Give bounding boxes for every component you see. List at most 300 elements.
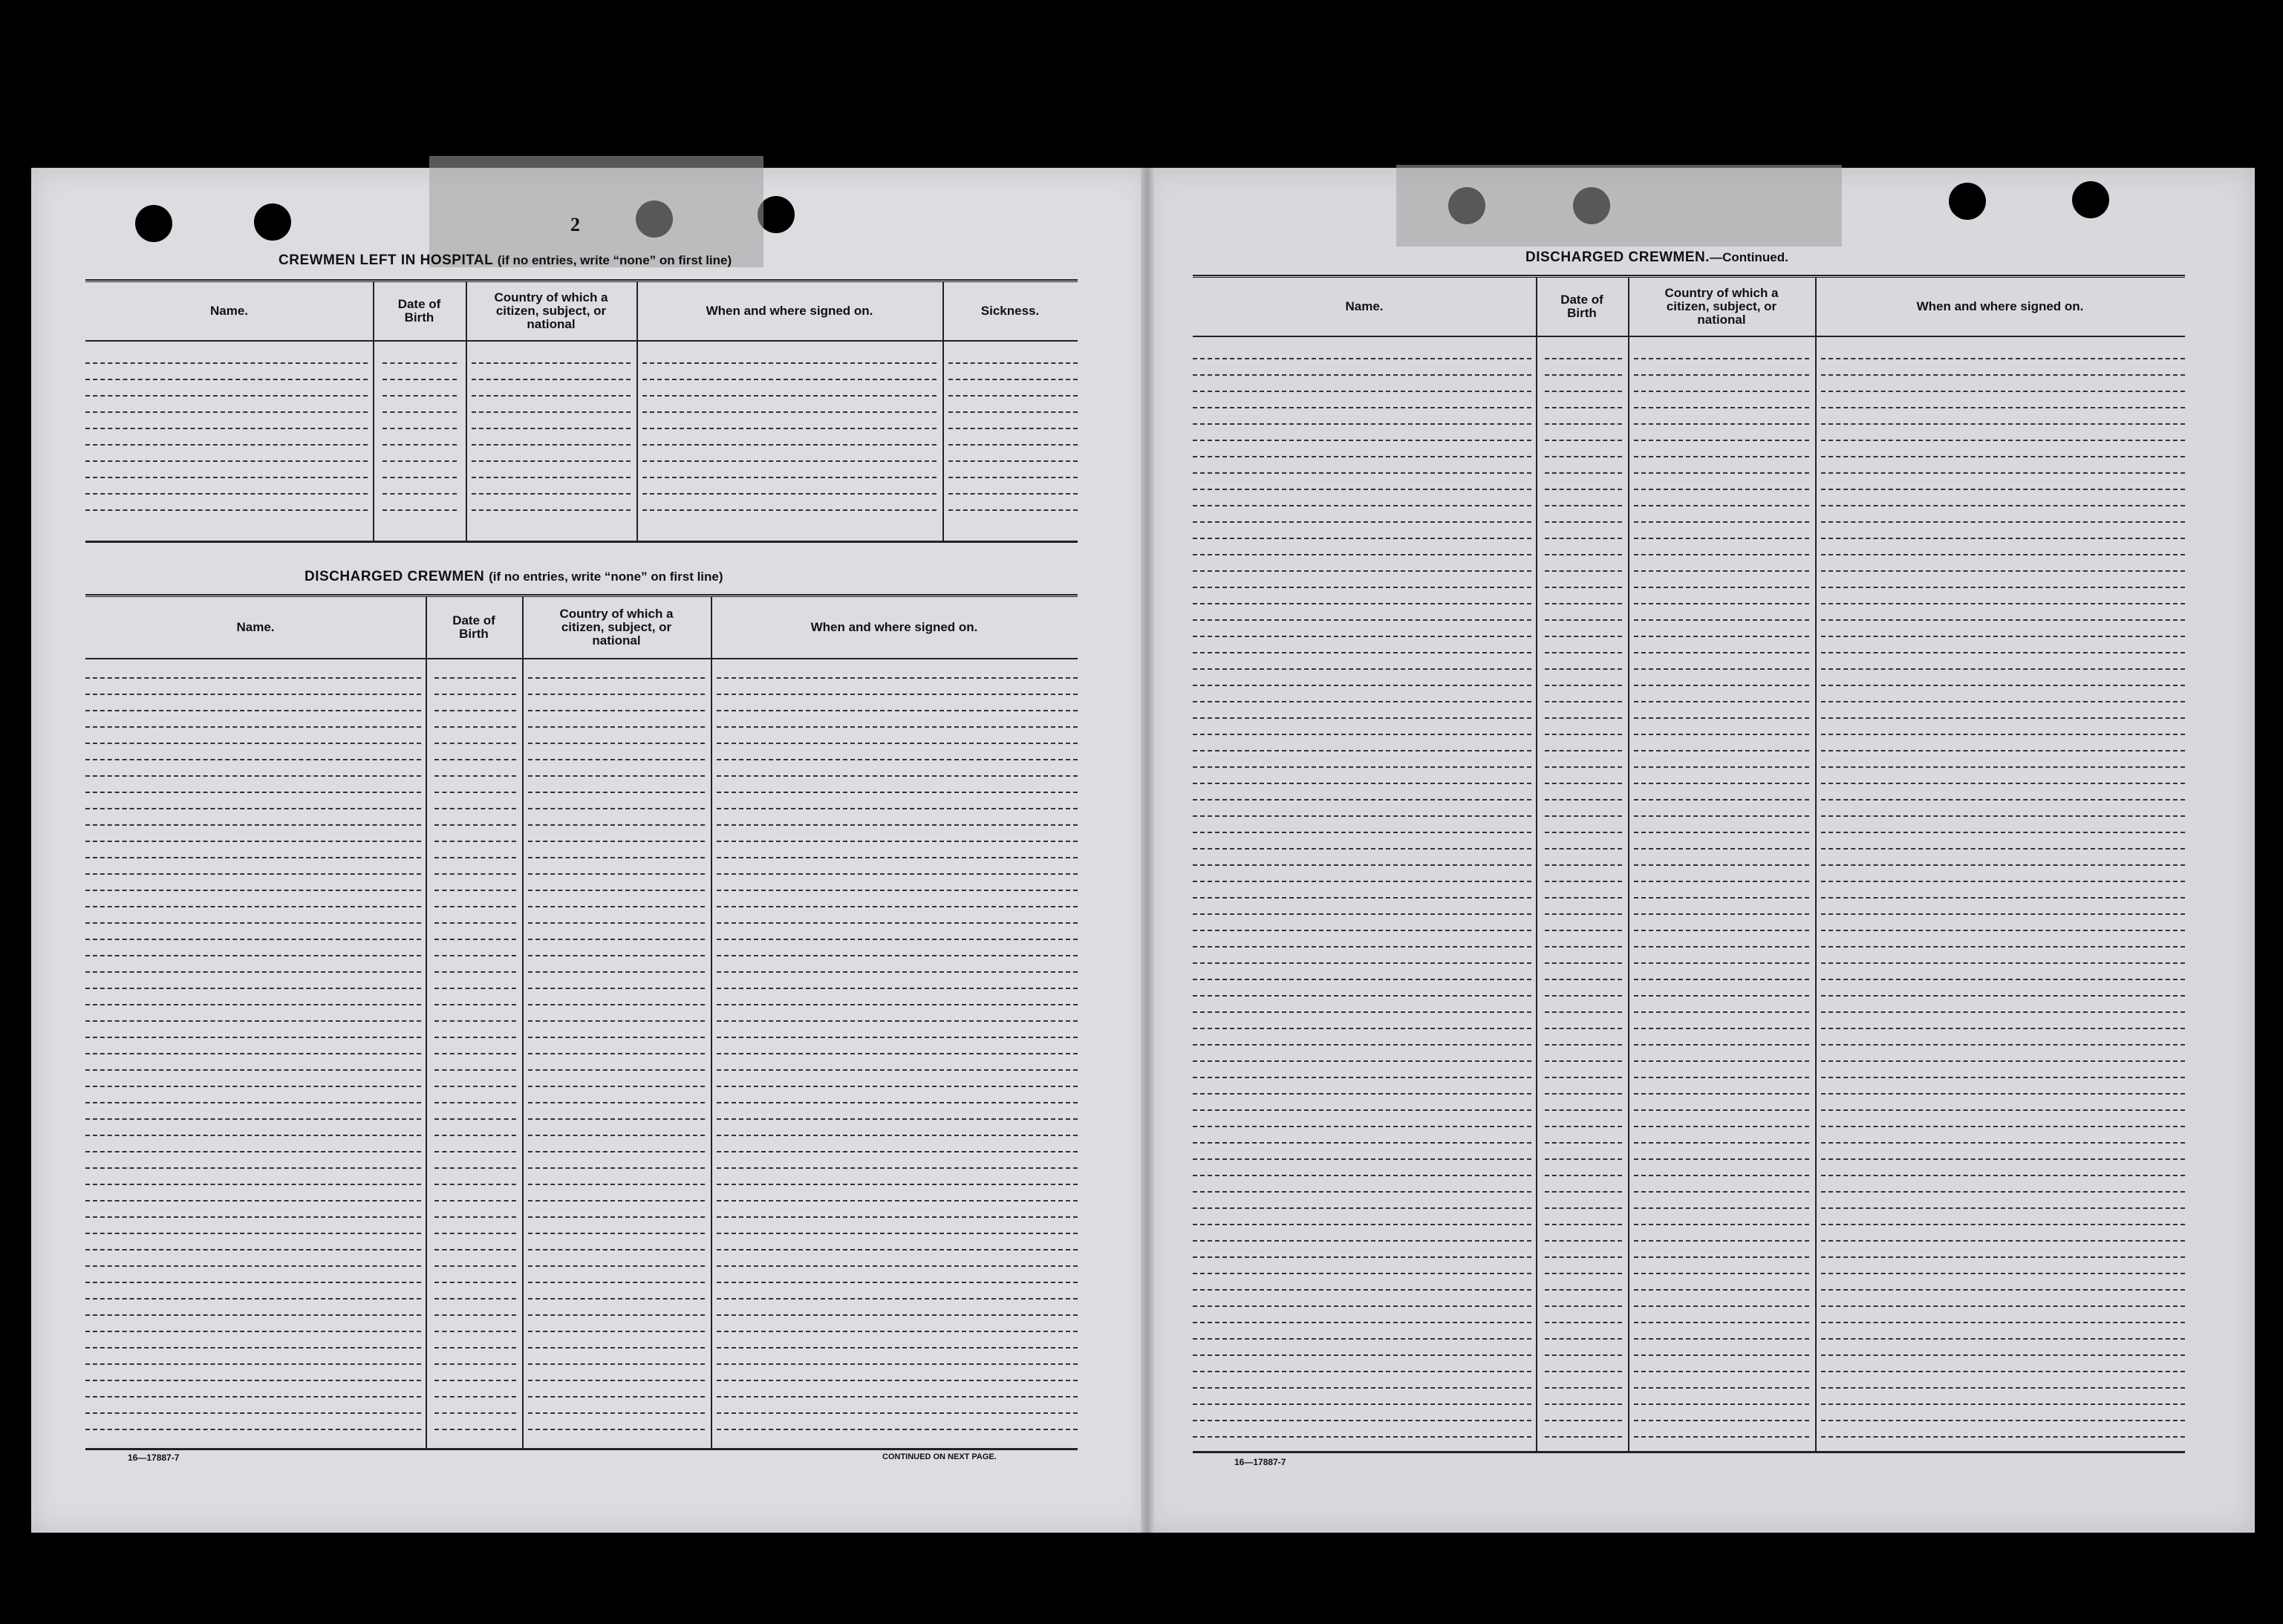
col-header-date-of-birth: Date of Birth <box>1560 293 1603 320</box>
dashed-segment <box>1634 1044 1809 1046</box>
discharged-table <box>85 594 1078 1455</box>
dashed-segment <box>1193 391 1531 392</box>
column-divider <box>522 597 524 1448</box>
dashed-segment <box>85 1412 421 1414</box>
dashed-segment <box>1821 685 2185 686</box>
dashed-segment <box>1634 783 1809 784</box>
dashed-segment <box>717 1184 1078 1185</box>
dashed-segment <box>85 677 421 679</box>
column-divider <box>1815 278 1817 1451</box>
dashed-segment <box>1193 815 1531 817</box>
dashed-segment <box>1634 554 1809 555</box>
dashed-segment <box>528 1363 705 1365</box>
dashed-segment <box>1545 652 1622 653</box>
dashed-segment <box>1193 1256 1531 1258</box>
dashed-segment <box>1545 783 1622 784</box>
dashed-segment <box>434 1053 516 1054</box>
dashed-segment <box>717 1102 1078 1103</box>
dashed-segment <box>528 808 705 809</box>
page-gutter <box>1141 168 1154 1533</box>
dashed-segment <box>948 428 1078 429</box>
dashed-segment <box>434 808 516 809</box>
dashed-segment <box>1821 897 2185 899</box>
dashed-segment <box>1634 489 1809 490</box>
dashed-segment <box>1821 1191 2185 1193</box>
dashed-segment <box>642 411 937 413</box>
dashed-segment <box>717 1053 1078 1054</box>
dashed-segment <box>717 1086 1078 1087</box>
dashed-segment <box>85 395 368 397</box>
dashed-segment <box>85 411 368 413</box>
dashed-segment <box>1545 1158 1622 1160</box>
dashed-segment <box>1634 668 1809 670</box>
dashed-segment <box>1634 1158 1809 1160</box>
dashed-segment <box>948 444 1078 446</box>
dashed-segment <box>1545 1077 1622 1078</box>
dashed-segment <box>1634 734 1809 735</box>
punch-hole <box>2072 181 2109 218</box>
dashed-segment <box>1545 472 1622 474</box>
dashed-segment <box>1193 750 1531 751</box>
dashed-segment <box>1634 766 1809 768</box>
dashed-segment <box>1545 1256 1622 1258</box>
dashed-segment <box>382 444 457 446</box>
dashed-segment <box>1821 1420 2185 1421</box>
dashed-segment <box>1545 832 1622 833</box>
dashed-segment <box>1634 1028 1809 1029</box>
col-header-country: Country of which a citizen, subject, or national <box>559 607 674 648</box>
dashed-segment <box>1193 946 1531 948</box>
dashed-segment <box>1545 374 1622 376</box>
column-divider <box>426 597 427 1448</box>
discharged-continued-title-text: DISCHARGED CREWMEN. <box>1525 250 1710 265</box>
dashed-segment <box>1634 1126 1809 1127</box>
dashed-segment <box>1193 456 1531 457</box>
dashed-segment <box>1193 685 1531 686</box>
dashed-segment <box>1634 521 1809 523</box>
dashed-segment <box>528 1118 705 1120</box>
dashed-segment <box>1545 1028 1622 1029</box>
dashed-segment <box>85 939 421 940</box>
dashed-segment <box>528 1265 705 1267</box>
dashed-segment <box>1634 799 1809 800</box>
dashed-segment <box>1634 946 1809 948</box>
dashed-segment <box>717 1151 1078 1152</box>
dashed-segment <box>1634 587 1809 588</box>
dashed-segment <box>717 694 1078 695</box>
punch-hole <box>135 205 172 242</box>
dashed-segment <box>528 906 705 907</box>
dashed-segment <box>717 1396 1078 1398</box>
dashed-segment <box>1193 1224 1531 1225</box>
dashed-segment <box>1634 995 1809 997</box>
dashed-segment <box>434 775 516 777</box>
dashed-segment <box>528 1331 705 1332</box>
dashed-segment <box>434 1429 516 1430</box>
dashed-segment <box>528 1347 705 1349</box>
dashed-segment <box>85 1249 421 1250</box>
dashed-segment <box>528 1314 705 1316</box>
dashed-segment <box>528 1298 705 1299</box>
dashed-segment <box>1545 505 1622 506</box>
dashed-segment <box>528 988 705 989</box>
dashed-segment <box>948 460 1078 462</box>
dashed-segment <box>717 1347 1078 1349</box>
dashed-segment <box>1634 864 1809 866</box>
dashed-segment <box>1821 456 2185 457</box>
dashed-segment <box>717 841 1078 842</box>
dashed-segment <box>382 509 457 511</box>
col-header-signed-on: When and where signed on. <box>810 620 978 634</box>
dashed-segment <box>1545 1338 1622 1340</box>
dashed-segment <box>1821 440 2185 441</box>
dashed-segment <box>1193 962 1531 964</box>
dashed-segment <box>528 1135 705 1136</box>
dashed-segment <box>1634 1240 1809 1242</box>
dashed-segment <box>1545 554 1622 555</box>
dashed-segment <box>1821 717 2185 719</box>
dashed-segment <box>717 1200 1078 1201</box>
dashed-segment <box>1821 815 2185 817</box>
hospital-table <box>85 279 1078 545</box>
dashed-segment <box>1545 1093 1622 1095</box>
dashed-segment <box>1821 1403 2185 1405</box>
dashed-segment <box>717 1020 1078 1022</box>
dashed-segment <box>1821 505 2185 506</box>
dashed-segment <box>472 428 631 429</box>
dashed-segment <box>1545 897 1622 899</box>
dashed-segment <box>717 906 1078 907</box>
dashed-segment <box>1634 505 1809 506</box>
dashed-segment <box>1193 489 1531 490</box>
dashed-segment <box>434 1380 516 1381</box>
dashed-segment <box>472 460 631 462</box>
dashed-segment <box>1634 636 1809 637</box>
dashed-segment <box>1821 358 2185 359</box>
dashed-segment <box>1821 1077 2185 1078</box>
table-bottom-rule <box>85 541 1078 543</box>
dashed-segment <box>1634 832 1809 833</box>
dashed-segment <box>1193 668 1531 670</box>
hospital-title-text: CREWMEN LEFT IN HOSPITAL <box>279 252 493 268</box>
dashed-segment <box>528 1216 705 1218</box>
dashed-segment <box>948 477 1078 478</box>
dashed-segment <box>85 1069 421 1071</box>
dashed-segment <box>1545 1387 1622 1389</box>
dashed-segment <box>434 1004 516 1005</box>
column-divider <box>1628 278 1629 1451</box>
dashed-segment <box>1193 799 1531 800</box>
dashed-segment <box>1634 1175 1809 1176</box>
dashed-segment <box>528 824 705 826</box>
dashed-segment <box>1821 423 2185 425</box>
table-bottom-rule <box>85 1448 1078 1450</box>
dashed-segment <box>85 1037 421 1038</box>
dashed-segment <box>1821 962 2185 964</box>
dashed-segment <box>1193 1011 1531 1013</box>
dashed-segment <box>948 493 1078 495</box>
dashed-segment <box>1193 1305 1531 1307</box>
dashed-segment <box>85 694 421 695</box>
dashed-segment <box>1821 1322 2185 1323</box>
dashed-segment <box>85 509 368 511</box>
dashed-segment <box>434 939 516 940</box>
dashed-segment <box>434 824 516 826</box>
dashed-segment <box>1821 930 2185 931</box>
dashed-segment <box>434 1314 516 1316</box>
dashed-segment <box>1821 995 2185 997</box>
dashed-segment <box>1193 619 1531 621</box>
dashed-segment <box>85 890 421 891</box>
dashed-segment <box>717 1004 1078 1005</box>
dashed-segment <box>1634 538 1809 539</box>
dashed-segment <box>1545 1436 1622 1438</box>
dashed-segment <box>1193 897 1531 899</box>
dashed-segment <box>85 792 421 793</box>
dashed-segment <box>528 710 705 711</box>
dashed-segment <box>85 971 421 973</box>
dashed-segment <box>434 677 516 679</box>
dashed-segment <box>434 1118 516 1120</box>
dashed-segment <box>1634 979 1809 980</box>
dashed-segment <box>85 1265 421 1267</box>
dashed-segment <box>1821 1044 2185 1046</box>
dashed-segment <box>1545 358 1622 359</box>
dashed-segment <box>1545 864 1622 866</box>
dashed-segment <box>1634 881 1809 882</box>
dashed-segment <box>1821 652 2185 653</box>
dashed-segment <box>1821 701 2185 702</box>
dashed-segment <box>85 1184 421 1185</box>
dashed-segment <box>382 362 457 364</box>
dashed-segment <box>85 1151 421 1152</box>
dashed-segment <box>948 362 1078 364</box>
dashed-segment <box>1634 1093 1809 1095</box>
dashed-segment <box>717 955 1078 956</box>
continued-note: CONTINUED ON NEXT PAGE. <box>882 1452 997 1461</box>
punch-hole <box>254 203 291 241</box>
dashed-segment <box>85 1020 421 1022</box>
dashed-segment <box>1193 995 1531 997</box>
dashed-segment <box>717 775 1078 777</box>
dashed-segment <box>382 477 457 478</box>
dashed-segment <box>1634 962 1809 964</box>
dashed-segment <box>1545 1403 1622 1405</box>
dashed-segment <box>717 1216 1078 1218</box>
dashed-segment <box>717 792 1078 793</box>
punch-hole <box>1949 183 1986 220</box>
dashed-segment <box>1193 1420 1531 1421</box>
dashed-segment <box>528 792 705 793</box>
dashed-segment <box>1193 766 1531 768</box>
dashed-segment <box>1545 603 1622 604</box>
dashed-segment <box>1821 1011 2185 1013</box>
dashed-segment <box>717 743 1078 744</box>
dashed-segment <box>1193 734 1531 735</box>
dashed-segment <box>434 1396 516 1398</box>
dashed-segment <box>1634 570 1809 572</box>
dashed-segment <box>717 1233 1078 1234</box>
dashed-segment <box>528 1429 705 1430</box>
dashed-segment <box>1821 1338 2185 1340</box>
dashed-segment <box>1545 701 1622 702</box>
dashed-segment <box>528 694 705 695</box>
dashed-segment <box>472 477 631 478</box>
dashed-segment <box>1634 407 1809 408</box>
dashed-segment <box>1821 848 2185 849</box>
dashed-segment <box>642 395 937 397</box>
dashed-segment <box>528 939 705 940</box>
dashed-segment <box>1545 1420 1622 1421</box>
dashed-segment <box>1634 750 1809 751</box>
dashed-segment <box>434 988 516 989</box>
dashed-segment <box>1634 1371 1809 1372</box>
dashed-segment <box>528 873 705 875</box>
hospital-title-instruction: (if no entries, write “none” on first line) <box>497 253 732 267</box>
dashed-segment <box>1634 1060 1809 1062</box>
dashed-segment <box>1193 864 1531 866</box>
dashed-segment <box>434 1167 516 1169</box>
dashed-segment <box>1193 913 1531 915</box>
dashed-segment <box>434 1282 516 1283</box>
dashed-segment <box>85 1216 421 1218</box>
dashed-segment <box>1634 930 1809 931</box>
dashed-segment <box>1193 1093 1531 1095</box>
dashed-segment <box>85 379 368 380</box>
dashed-segment <box>1821 1436 2185 1438</box>
dashed-segment <box>1545 1044 1622 1046</box>
dashed-segment <box>642 362 937 364</box>
dashed-segment <box>1821 1060 2185 1062</box>
dashed-segment <box>1634 456 1809 457</box>
dashed-segment <box>1821 1028 2185 1029</box>
dashed-segment <box>1193 832 1531 833</box>
dashed-segment <box>1193 472 1531 474</box>
dashed-segment <box>472 509 631 511</box>
dashed-segment <box>85 873 421 875</box>
dashed-segment <box>528 841 705 842</box>
dashed-segment <box>1545 750 1622 751</box>
dashed-segment <box>1821 391 2185 392</box>
dashed-segment <box>717 988 1078 989</box>
dashed-segment <box>1193 1322 1531 1323</box>
dashed-segment <box>1545 1322 1622 1323</box>
dashed-segment <box>1634 1354 1809 1356</box>
discharged-title-instruction: (if no entries, write “none” on first line) <box>489 570 723 584</box>
dashed-segment <box>434 1347 516 1349</box>
dashed-segment <box>948 509 1078 511</box>
dashed-segment <box>1193 587 1531 588</box>
discharged-continued-title <box>1525 250 1788 266</box>
dashed-segment <box>717 1363 1078 1365</box>
dashed-segment <box>85 808 421 809</box>
dashed-segment <box>1545 1273 1622 1274</box>
dashed-segment <box>528 1086 705 1087</box>
dashed-segment <box>528 1249 705 1250</box>
dashed-segment <box>528 1282 705 1283</box>
dashed-segment <box>528 1037 705 1038</box>
dashed-segment <box>1545 1142 1622 1144</box>
dashed-segment <box>1193 717 1531 719</box>
dashed-segment <box>434 1331 516 1332</box>
dashed-segment <box>85 759 421 760</box>
dashed-segment <box>528 1184 705 1185</box>
dashed-segment <box>1821 1126 2185 1127</box>
dashed-segment <box>1634 1403 1809 1405</box>
dashed-segment <box>85 444 368 446</box>
dashed-segment <box>85 1086 421 1087</box>
dashed-segment <box>528 775 705 777</box>
dashed-segment <box>1634 913 1809 915</box>
dashed-segment <box>528 1053 705 1054</box>
dashed-segment <box>1193 1289 1531 1291</box>
dashed-segment <box>1545 1011 1622 1013</box>
dashed-segment <box>642 444 937 446</box>
col-header-sickness: Sickness. <box>980 304 1040 318</box>
dashed-segment <box>528 1069 705 1071</box>
dashed-segment <box>434 1037 516 1038</box>
dashed-segment <box>434 841 516 842</box>
dashed-segment <box>1821 538 2185 539</box>
dashed-segment <box>434 1135 516 1136</box>
dashed-segment <box>1821 1256 2185 1258</box>
dashed-segment <box>434 922 516 924</box>
dashed-segment <box>382 428 457 429</box>
dashed-segment <box>85 906 421 907</box>
dashed-segment <box>1821 1371 2185 1372</box>
dashed-segment <box>85 1135 421 1136</box>
col-header-country: Country of which a citizen, subject, or national <box>494 290 608 331</box>
dashed-segment <box>1193 1436 1531 1438</box>
dashed-segment <box>85 922 421 924</box>
dashed-segment <box>85 955 421 956</box>
dashed-segment <box>434 1233 516 1234</box>
dashed-segment <box>717 1069 1078 1071</box>
dashed-segment <box>1821 783 2185 784</box>
dashed-segment <box>717 1249 1078 1250</box>
dashed-segment <box>434 1216 516 1218</box>
dashed-segment <box>1545 521 1622 523</box>
dashed-segment <box>85 1118 421 1120</box>
dashed-segment <box>1193 1354 1531 1356</box>
dashed-segment <box>1634 652 1809 653</box>
dashed-segment <box>1634 1109 1809 1111</box>
dashed-segment <box>1634 1207 1809 1209</box>
dashed-segment <box>1193 783 1531 784</box>
dashed-segment <box>1821 832 2185 833</box>
header-bottom-rule <box>85 658 1078 659</box>
dashed-segment <box>1193 374 1531 376</box>
dashed-segment <box>1193 930 1531 931</box>
dashed-segment <box>1821 799 2185 800</box>
dashed-segment <box>1545 1224 1622 1225</box>
dashed-segment <box>85 841 421 842</box>
dashed-segment <box>1545 1289 1622 1291</box>
dashed-segment <box>717 824 1078 826</box>
dashed-segment <box>528 971 705 973</box>
dashed-segment <box>1634 1224 1809 1225</box>
dashed-segment <box>948 379 1078 380</box>
dashed-segment <box>85 1347 421 1349</box>
dashed-segment <box>434 759 516 760</box>
dashed-segment <box>1193 1338 1531 1340</box>
dashed-segment <box>434 710 516 711</box>
dashed-segment <box>1193 570 1531 572</box>
dashed-segment <box>1821 407 2185 408</box>
dashed-segment <box>528 922 705 924</box>
dashed-segment <box>472 395 631 397</box>
dashed-segment <box>1634 1256 1809 1258</box>
